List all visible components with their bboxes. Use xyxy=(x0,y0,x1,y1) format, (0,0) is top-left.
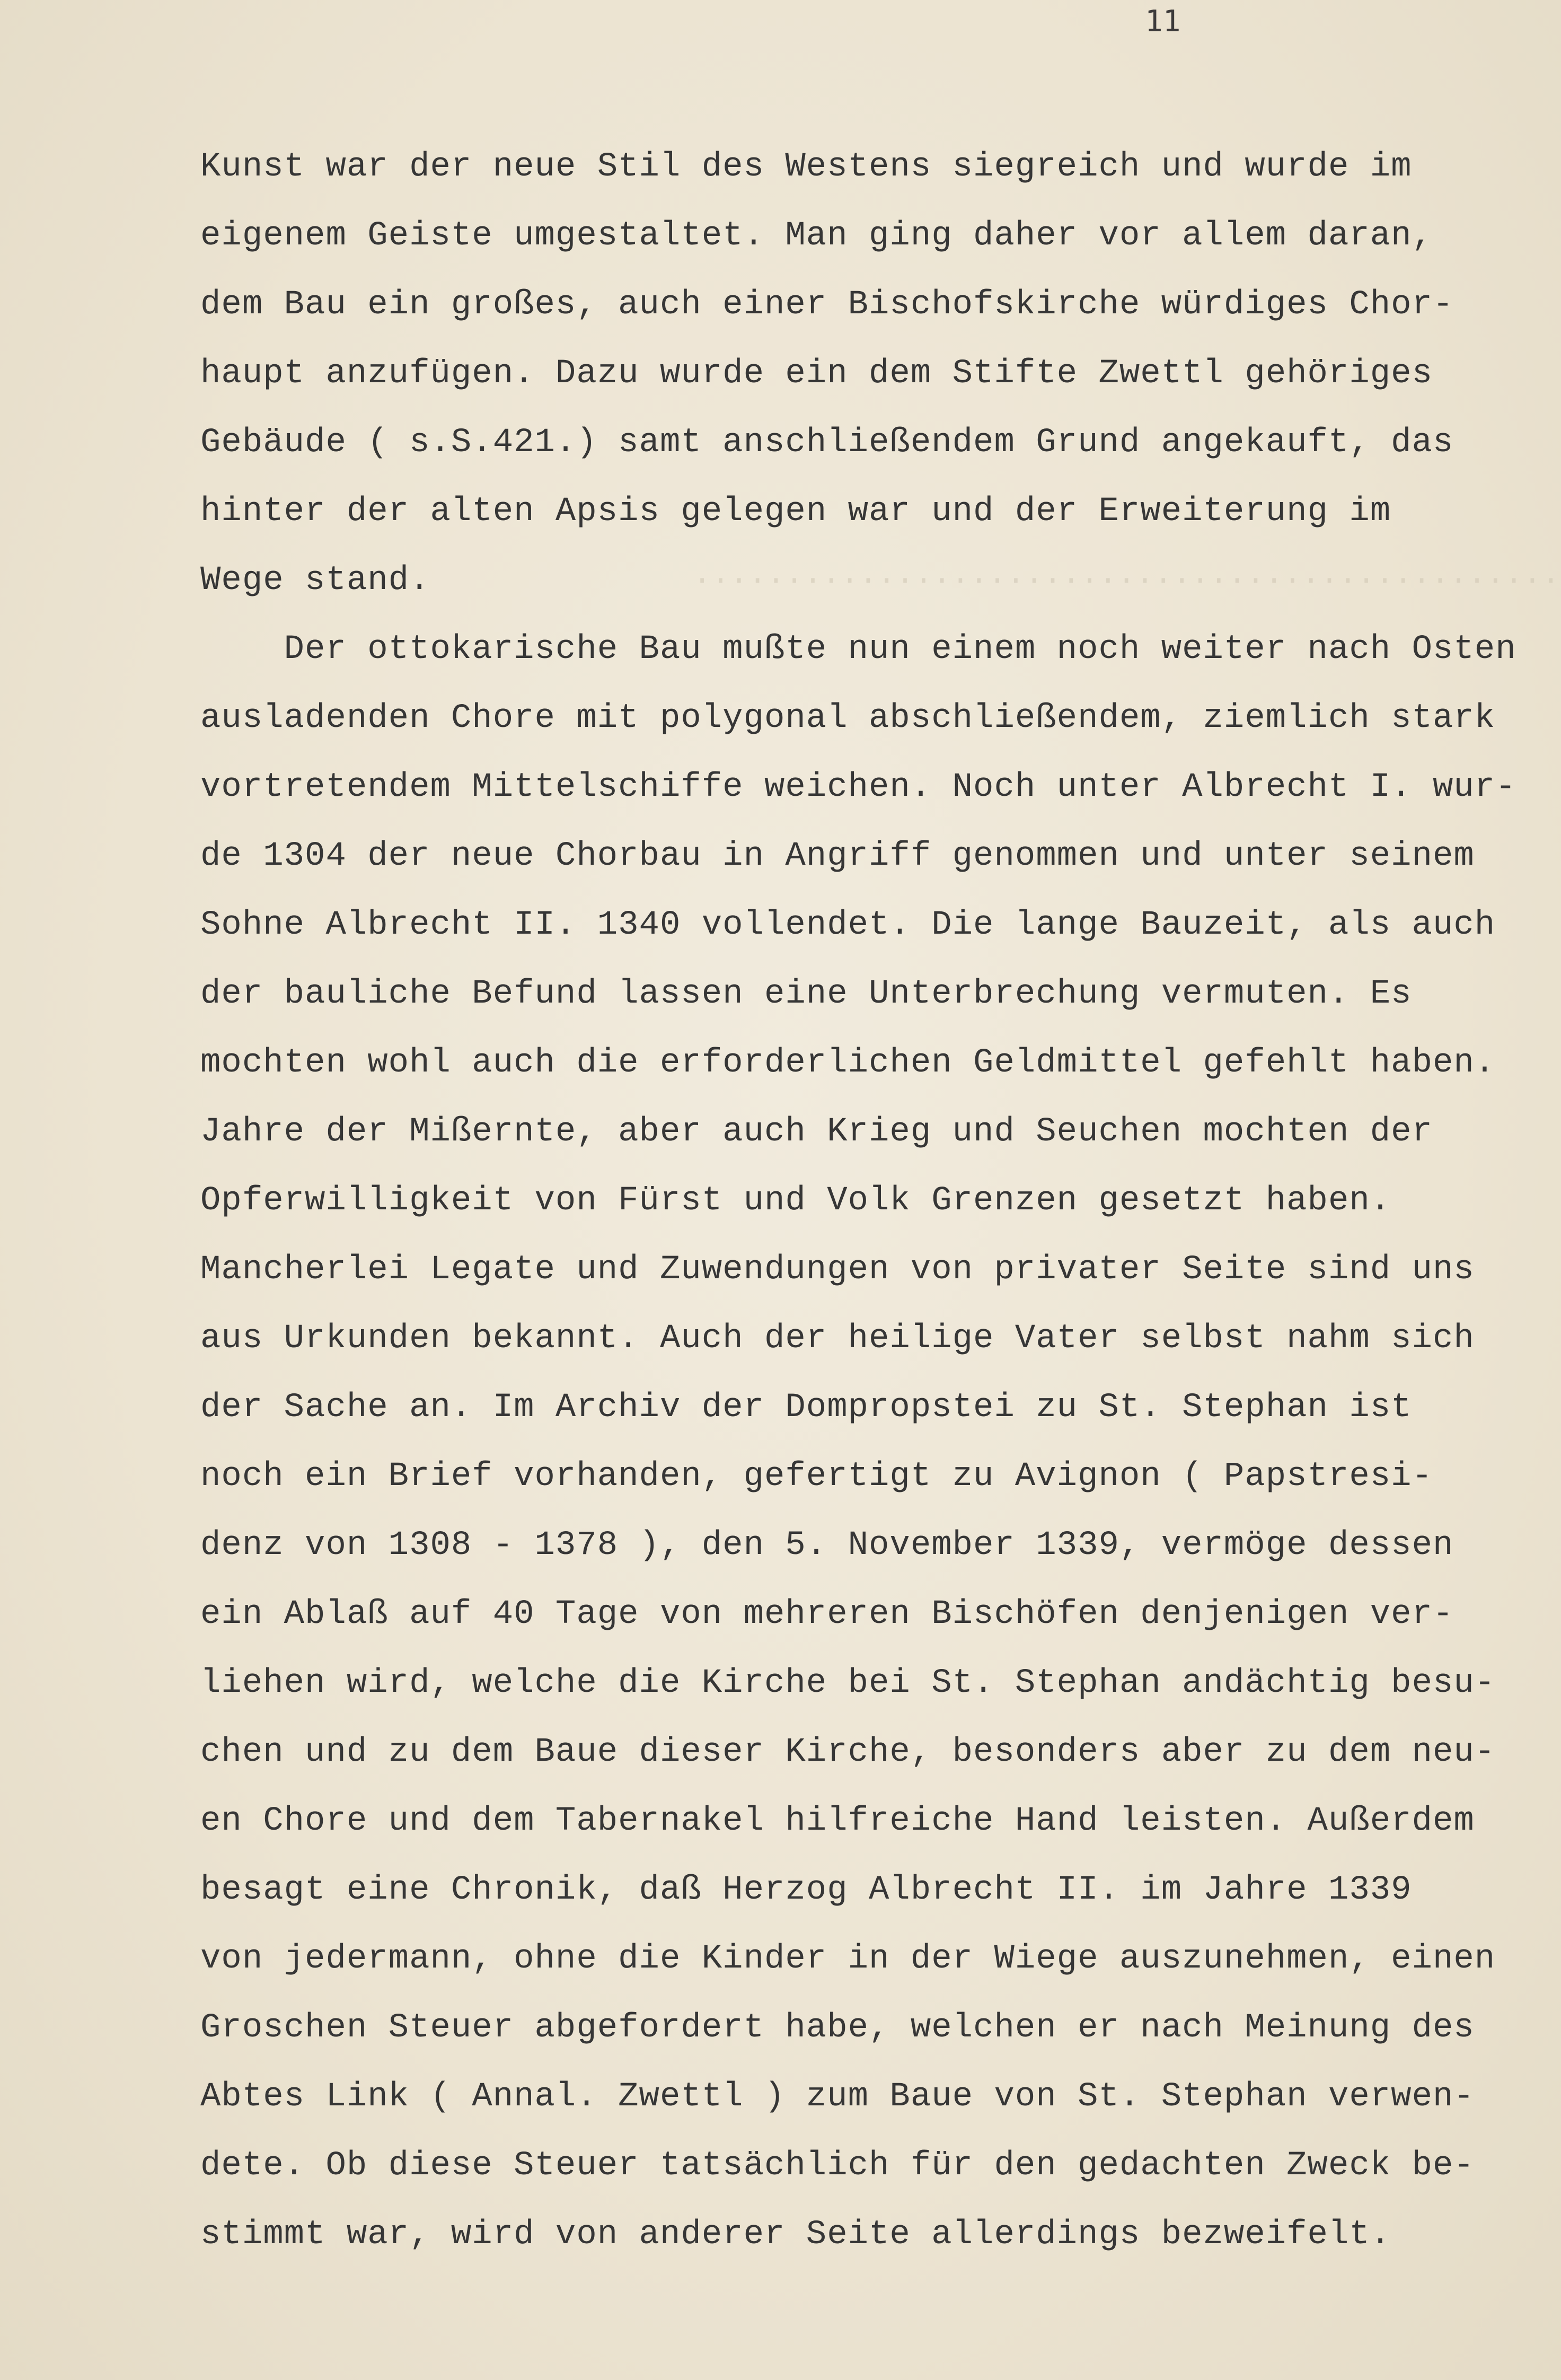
text-line: denz von 1308 - 1378 ), den 5. November 1339, vermöge dessen xyxy=(200,1526,1454,1565)
text-line: Abtes Link ( Annal. Zwettl ) zum Baue von St. Stephan verwen- xyxy=(200,2078,1475,2116)
text-line: ausladenden Chore mit polygonal abschließendem, ziemlich stark xyxy=(200,699,1496,737)
text-line: aus Urkunden bekannt. Auch der heilige Vater selbst nahm sich xyxy=(200,1320,1475,1358)
text-line: noch ein Brief vorhanden, gefertigt zu Avignon ( Papstresi- xyxy=(200,1457,1433,1496)
text-line: Mancherlei Legate und Zuwendungen von privater Seite sind uns xyxy=(200,1251,1475,1289)
text-line: dem Bau ein großes, auch einer Bischofskirche würdiges Chor- xyxy=(200,286,1454,324)
text-line: Opferwilligkeit von Fürst und Volk Grenzen gesetzt haben. xyxy=(200,1182,1391,1220)
text-line: Sohne Albrecht II. 1340 vollendet. Die lange Bauzeit, als auch xyxy=(200,906,1496,944)
text-line: der bauliche Befund lassen eine Unterbrechung vermuten. Es xyxy=(200,975,1412,1013)
body-text xyxy=(200,133,1515,2269)
page-number: 11 xyxy=(1145,4,1181,39)
text-line: stimmt war, wird von anderer Seite allerdings bezweifelt. xyxy=(200,2216,1391,2254)
text-line: liehen wird, welche die Kirche bei St. Stephan andächtig besu- xyxy=(200,1664,1496,1702)
text-line: ein Ablaß auf 40 Tage von mehreren Bischöfen denjenigen ver- xyxy=(200,1595,1454,1633)
text-line: von jedermann, ohne die Kinder in der Wiege auszunehmen, einen xyxy=(200,1940,1496,1978)
text-line: chen und zu dem Baue dieser Kirche, besonders aber zu dem neu- xyxy=(200,1733,1496,1771)
text-line: de 1304 der neue Chorbau in Angriff genommen und unter seinem xyxy=(200,837,1475,875)
text-line: der Sache an. Im Archiv der Dompropstei zu St. Stephan ist xyxy=(200,1389,1412,1427)
text-line: Gebäude ( s.S.421.) samt anschließendem Grund angekauft, das xyxy=(200,424,1454,462)
text-line: mochten wohl auch die erforderlichen Geldmittel gefehlt haben. xyxy=(200,1044,1496,1082)
text-line: Kunst war der neue Stil des Westens siegreich und wurde im xyxy=(200,148,1412,186)
show-through-text: ............................................... xyxy=(435,558,1560,592)
text-line: Der ottokarische Bau mußte nun einem noch weiter nach Osten xyxy=(200,630,1516,669)
text-line: dete. Ob diese Steuer tatsächlich für den gedachten Zweck be- xyxy=(200,2147,1475,2185)
text-line: hinter der alten Apsis gelegen war und der Erweiterung im xyxy=(200,493,1391,531)
text-line: haupt anzufügen. Dazu wurde ein dem Stifte Zwettl gehöriges xyxy=(200,355,1433,393)
text-line: vortretendem Mittelschiffe weichen. Noch unter Albrecht I. wur- xyxy=(200,768,1516,806)
text-line: en Chore und dem Tabernakel hilfreiche Hand leisten. Außerdem xyxy=(200,1802,1475,1840)
text-line: Jahre der Mißernte, aber auch Krieg und Seuchen mochten der xyxy=(200,1113,1433,1151)
text-line: Groschen Steuer abgefordert habe, welchen er nach Meinung des xyxy=(200,2009,1475,2047)
text-line: eigenem Geiste umgestaltet. Man ging daher vor allem daran, xyxy=(200,217,1433,255)
text-line: Wege stand. xyxy=(200,561,430,600)
text-line: besagt eine Chronik, daß Herzog Albrecht II. im Jahre 1339 xyxy=(200,1871,1412,1909)
